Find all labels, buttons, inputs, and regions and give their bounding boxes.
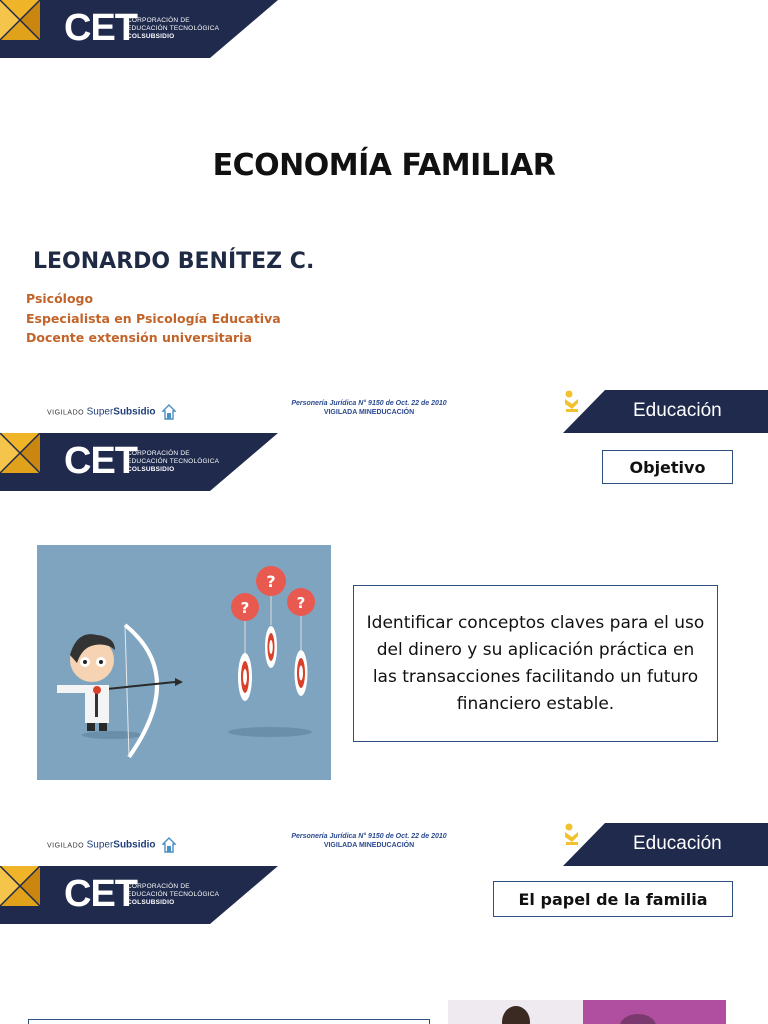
- family-photo: [448, 1000, 726, 1024]
- cet-logo-icon: [0, 433, 40, 473]
- supersubsidio-house-icon: [162, 837, 176, 853]
- educacion-reader-icon: [563, 823, 581, 847]
- cet-header-banner: [0, 433, 278, 491]
- educacion-label: Educación: [633, 400, 722, 421]
- svg-text:?: ?: [296, 594, 306, 612]
- objective-text-box: [353, 585, 718, 742]
- credential-item: Psicólogo: [26, 291, 94, 306]
- author-name: LEONARDO BENÍTEZ C.: [33, 249, 315, 274]
- objective-tag: Objetivo: [602, 450, 733, 484]
- archer-targets-illustration: [37, 545, 331, 780]
- educacion-banner: [563, 390, 768, 433]
- vigilado-supersubsidio: VIGILADO SuperSubsidio: [47, 837, 176, 853]
- family-role-tag: El papel de la familia: [493, 881, 733, 917]
- svg-text:?: ?: [240, 599, 250, 617]
- cet-subtitle: CORPORACIÓN DE EDUCACIÓN TECNOLÓGICA COLSUBSIDIO: [127, 450, 220, 473]
- personeria-juridica: Personería Jurídica N° 9150 de Oct. 22 de 2010 VIGILADA MINEDUCACIÓN: [291, 400, 447, 416]
- credential-item: Docente extensión universitaria: [26, 330, 252, 345]
- educacion-banner: [563, 823, 768, 866]
- educacion-label: Educación: [633, 833, 722, 854]
- cet-wordmark: CET: [64, 7, 137, 49]
- vigilado-supersubsidio: VIGILADO SuperSubsidio: [47, 404, 176, 420]
- slide-footer: [0, 388, 768, 433]
- slide-objective: [0, 433, 768, 866]
- cet-logo-icon: [0, 866, 40, 906]
- author-credentials: [26, 289, 281, 348]
- slide-title: [0, 0, 768, 433]
- cet-header-banner: [0, 0, 278, 58]
- content-box: [28, 1019, 430, 1024]
- cet-subtitle: CORPORACIÓN DE EDUCACIÓN TECNOLÓGICA COLSUBSIDIO: [127, 17, 220, 40]
- cet-wordmark: CET: [64, 873, 137, 915]
- cet-logo-icon: [0, 0, 40, 40]
- credential-item: Especialista en Psicología Educativa: [26, 310, 281, 326]
- slide-footer: [0, 821, 768, 866]
- educacion-reader-icon: [563, 390, 581, 414]
- cet-header-banner: [0, 866, 278, 924]
- objective-text: Identificar conceptos claves para el uso del dinero y su aplicación práctica en las transacciones facilitando un futuro financiero estable.: [366, 612, 705, 714]
- svg-text:?: ?: [266, 572, 276, 591]
- cet-wordmark: CET: [64, 440, 137, 482]
- cet-subtitle: CORPORACIÓN DE EDUCACIÓN TECNOLÓGICA COLSUBSIDIO: [127, 883, 220, 906]
- presentation-title: ECONOMÍA FAMILIAR: [212, 148, 556, 183]
- slide-family-role: [0, 866, 768, 1024]
- personeria-juridica: Personería Jurídica N° 9150 de Oct. 22 de 2010 VIGILADA MINEDUCACIÓN: [291, 833, 447, 849]
- supersubsidio-house-icon: [162, 404, 176, 420]
